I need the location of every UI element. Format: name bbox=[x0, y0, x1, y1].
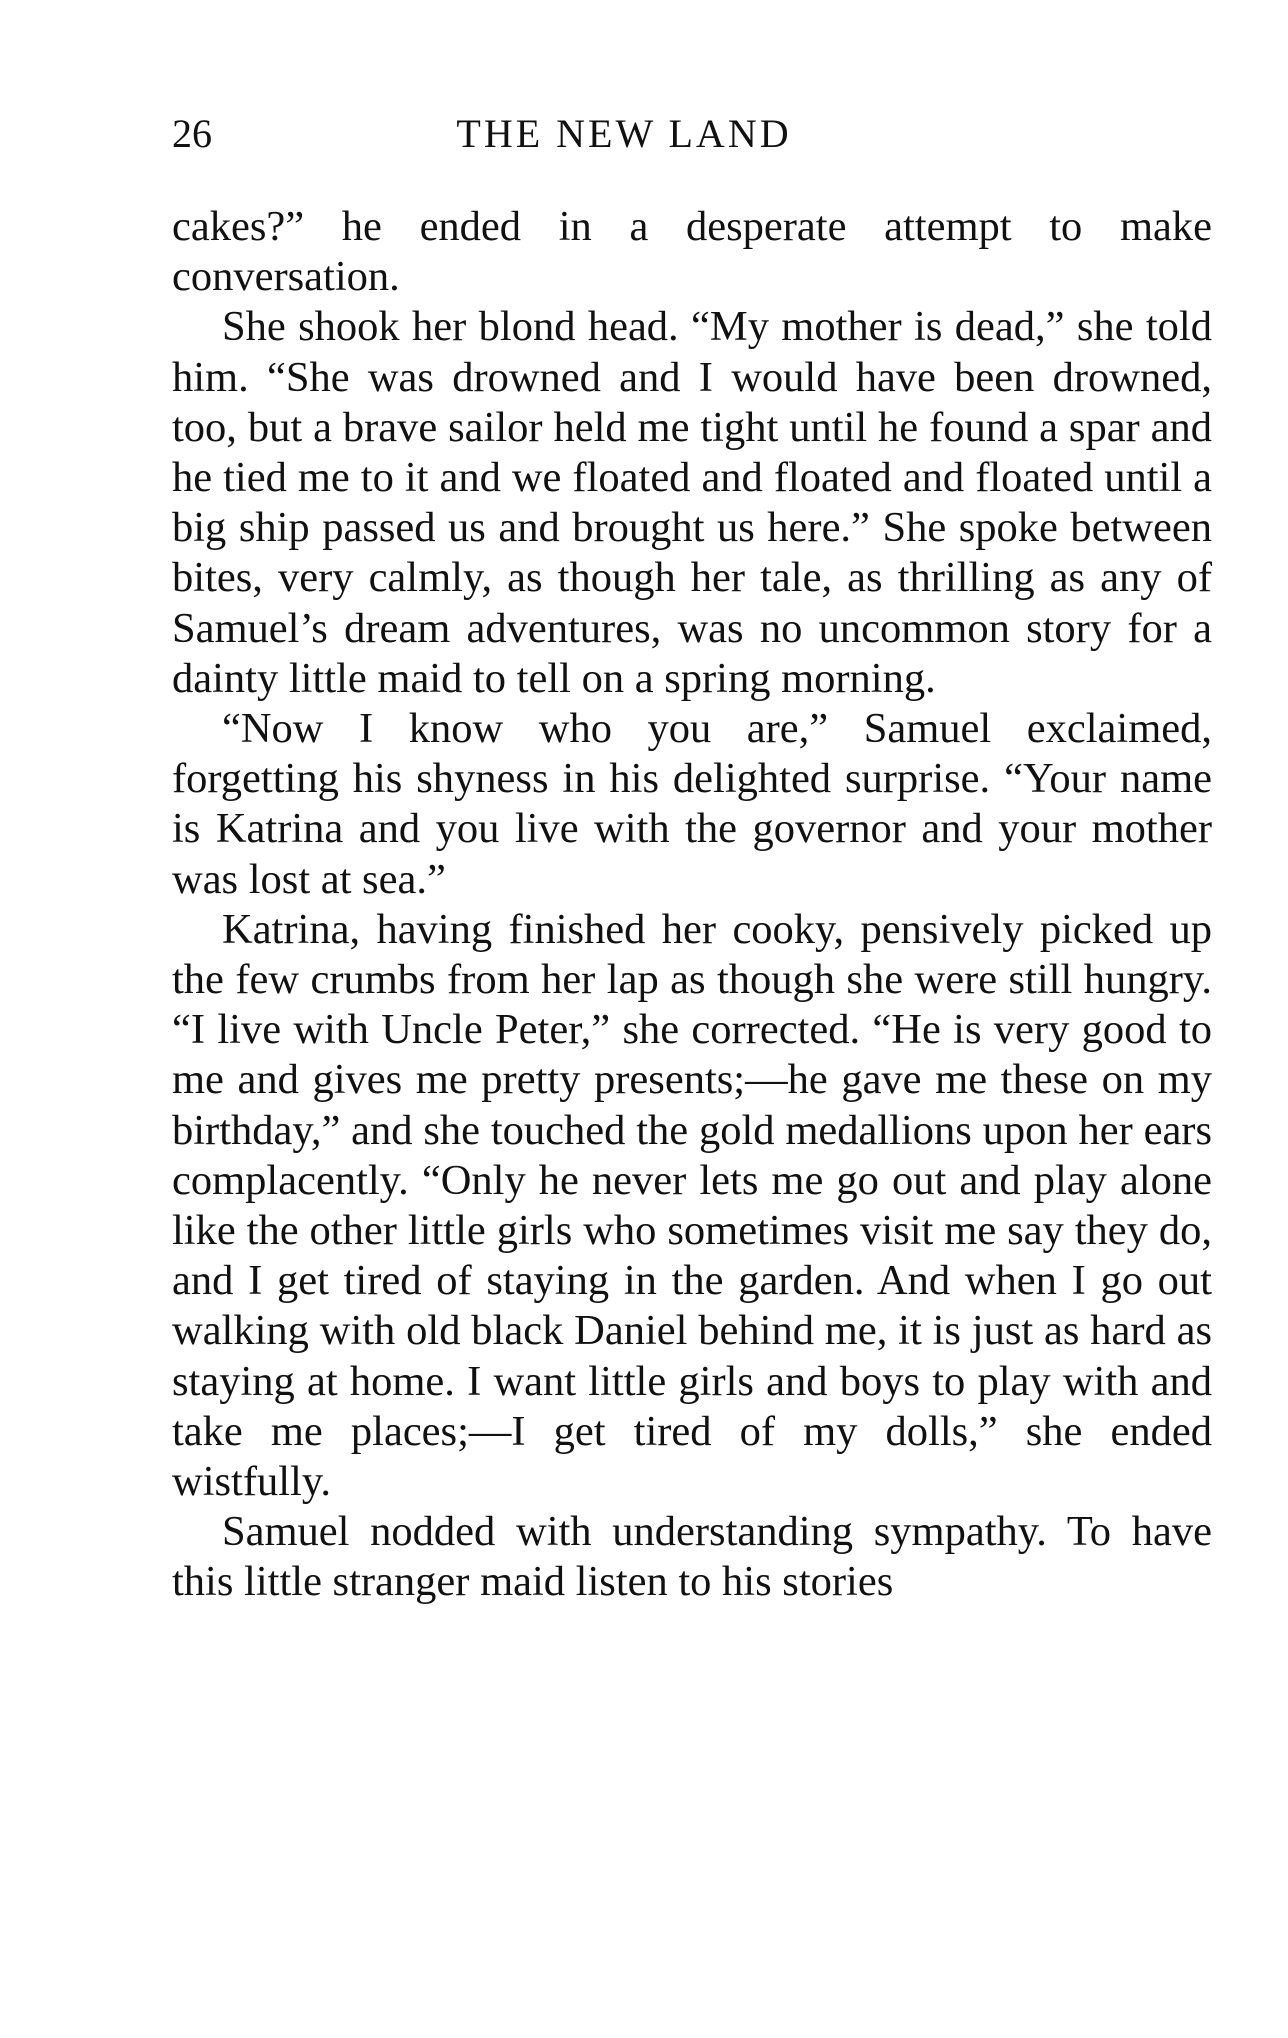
paragraph-1: cakes?” he ended in a desperate attempt to make conversation. bbox=[172, 203, 1212, 301]
paragraph-5: Samuel nodded with understanding sympathy. To have this little stranger maid listen to his stories bbox=[172, 1508, 1212, 1606]
page-number: 26 bbox=[172, 111, 212, 156]
running-title: THE NEW LAND bbox=[456, 111, 792, 156]
body-text bbox=[172, 202, 1212, 1608]
running-head bbox=[172, 104, 1212, 164]
paragraph-3: “Now I know who you are,” Samuel exclaimed, forgetting his shyness in his delighted surprise. “Your name is Katrina and you live with the governor and your mother was lost at sea.” bbox=[172, 705, 1212, 903]
paragraph-4: Katrina, having finished her cooky, pensively picked up the few crumbs from her lap as though she were still hungry. “I live with Uncle Peter,” she corrected. “He is very good to me and gives me pretty presents;—he gave me these on my birthday,” and she touched the gold medallions upon her ears complacently. “Only he never lets me go out and play alone like the other little girls who sometimes visit me say they do, and I get tired of staying in the garden. And when I go out walking with old black Daniel behind me, it is just as hard as staying at home. I want little girls and boys to play with and take me places;—I get tired of my dolls,” she ended wistfully. bbox=[172, 905, 1212, 1506]
paragraph-2: She shook her blond head. “My mother is dead,” she told him. “She was drowned and I would have been drowned, too, but a brave sailor held me tight until he found a spar and he tied me to it and we floated and floated and floated until a big ship passed us and brought us here.” She spoke between bites, very calmly, as though her tale, as thrilling as any of Samuel’s dream adventures, was no uncommon story for a dainty little maid to tell on a spring morning. bbox=[172, 303, 1212, 702]
